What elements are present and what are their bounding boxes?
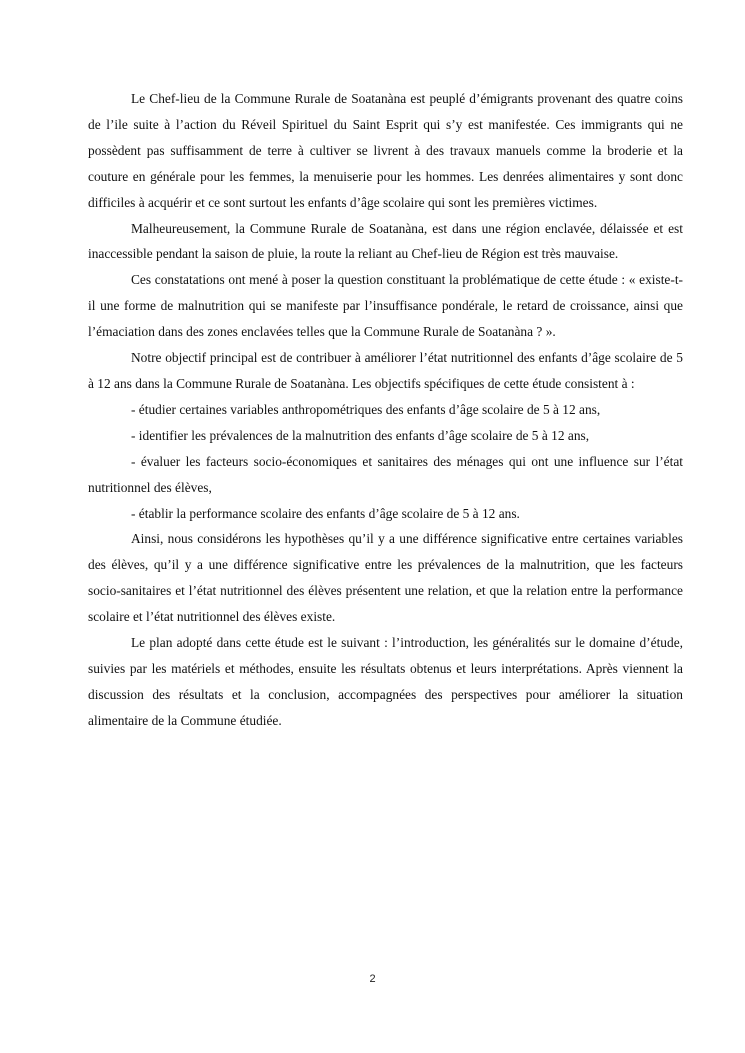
objective-item: - évaluer les facteurs socio-économiques et sanitaires des ménages qui ont une influence sur l’état nutritionnel des élèves, — [88, 453, 683, 495]
page-number: 2 — [369, 973, 376, 985]
objective-item: - établir la performance scolaire des enfants d’âge scolaire de 5 à 12 ans. — [131, 505, 520, 521]
paragraph-objectives: Notre objectif principal est de contribuer à améliorer l’état nutritionnel des enfants d’âge scolaire de 5 à 12 ans dans la Commune Rurale de Soatanàna. Les objectifs spécifiques de cette étude consistent à : — [88, 350, 683, 391]
paragraph-plan: Le plan adopté dans cette étude est le suivant : l’introduction, les généralités sur le domaine d’étude, suivies par les matériels et méthodes, ensuite les résultats obtenus et leurs interprétations. Après viennent la discussion des résultats et la conclusion, accompagnées des perspectives pour améliorer la situation alimentaire de la Commune étudiée. — [88, 635, 683, 728]
body-text — [88, 86, 683, 734]
paragraph-problem-statement: Ces constatations ont mené à poser la question constituant la problématique de cette étude : « existe-t-il une forme de malnutrition qui se manifeste par l’insuffisance pondérale, le retard de croissance, ainsi que l’émaciation dans des zones enclavées telles que la Commune Rurale de Soatanàna ? ». — [88, 272, 683, 340]
objective-item: - identifier les prévalences de la malnutrition des enfants d’âge scolaire de 5 à 12 ans, — [131, 427, 590, 443]
paragraph-enclave: Malheureusement, la Commune Rurale de Soatanàna, est dans une région enclavée, délaissée et est inaccessible pendant la saison de pluie, la route la reliant au Chef-lieu de Région est très mauvaise. — [88, 220, 683, 262]
objective-item: - étudier certaines variables anthropométriques des enfants d’âge scolaire de 5 à 12 ans, — [131, 401, 601, 417]
paragraph-context: Le Chef-lieu de la Commune Rurale de Soatanàna est peuplé d’émigrants provenant des quatre coins de l’ile suite à l’action du Réveil Spirituel du Saint Esprit qui s’y est manifestée. Ces immigrants qui ne possèdent pas suffisamment de terre à cultiver se livrent à des travaux manuels comme la broderie et la couture en générale pour les femmes, la menuiserie pour les hommes. Les denrées alimentaires y sont donc difficiles à acquérir et ce sont surtout les enfants d’âge scolaire qui sont les premières victimes. — [88, 91, 683, 210]
paragraph-hypotheses: Ainsi, nous considérons les hypothèses qu’il y a une différence significative entre certaines variables des élèves, qu’il y a une différence significative entre les prévalences de la malnutrition, que les facteurs socio-sanitaires et l’état nutritionnel des élèves présentent une relation, et que la relation entre la performance scolaire et l’état nutritionnel des élèves existe. — [88, 531, 683, 625]
